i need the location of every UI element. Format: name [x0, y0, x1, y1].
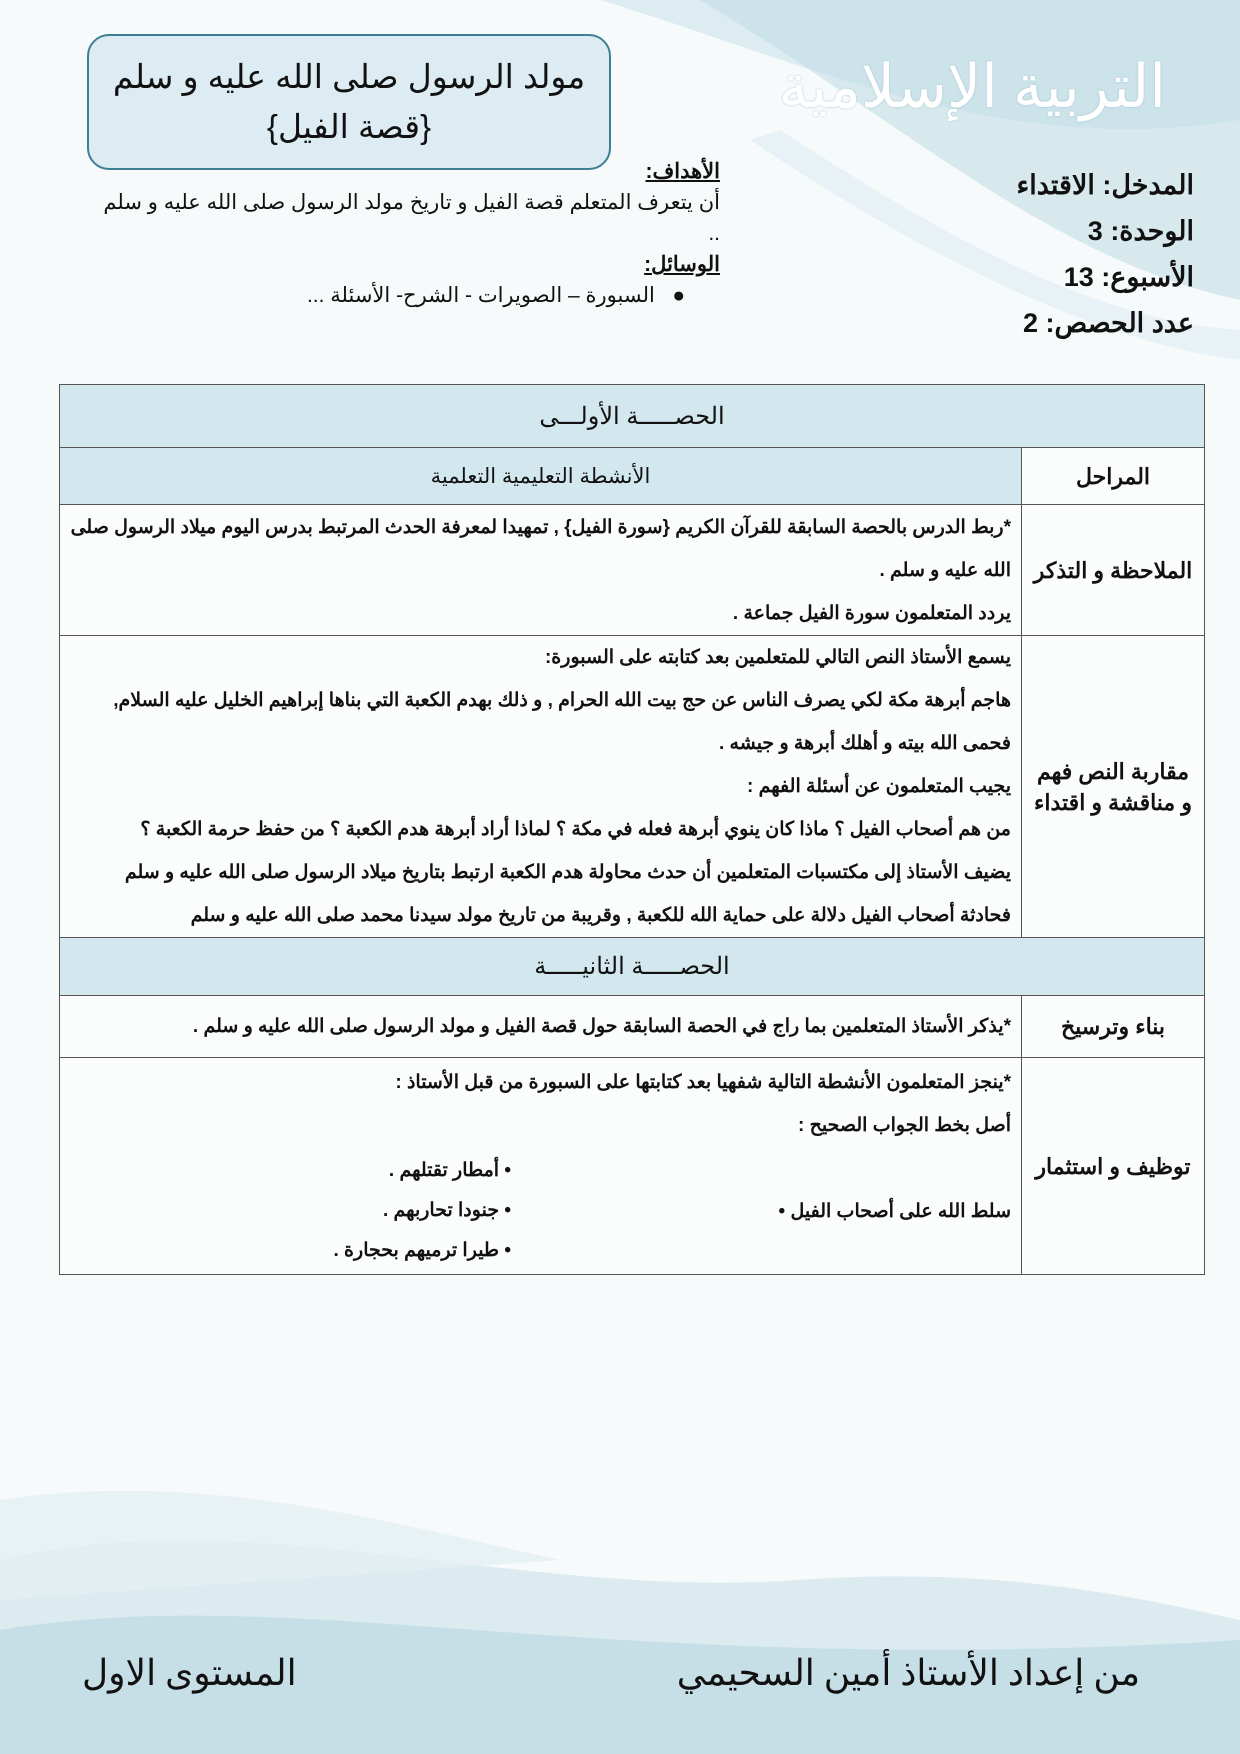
phase-observation: الملاحظة و التذكر	[1022, 505, 1205, 636]
footer-author: من إعداد الأستاذ أمين السحيمي	[676, 1653, 1140, 1693]
activity-text-approach	[60, 636, 1022, 938]
activity-application	[60, 1058, 1022, 1275]
activity-instruction: أصل بخط الجواب الصحيح :	[798, 1115, 1011, 1136]
activity-line: من هم أصحاب الفيل ؟ ماذا كان ينوي أبرهة فعله في مكة ؟ لماذا أراد أبرهة هدم الكعبة ؟ من حفظ حرمة الكعبة ؟	[140, 819, 1011, 840]
meta-sessions: عدد الحصص: 2	[1023, 308, 1194, 338]
phase-consolidation: بناء وترسيخ	[1022, 996, 1205, 1058]
matching-prompt: سلط الله على أصحاب الفيل •	[778, 1200, 1011, 1222]
phase-text-approach: مقاربة النص فهم و مناقشة و اقتداء	[1022, 636, 1205, 938]
activity-intro: *ينجز المتعلمون الأنشطة التالية شفهيا بعد كتابتها على السبورة من قبل الأستاذ :	[395, 1072, 1011, 1093]
lesson-meta	[894, 162, 1194, 346]
means-heading: الوسائل:	[644, 253, 720, 276]
objectives-text: أن يتعرف المتعلم قصة الفيل و تاريخ مولد الرسول صلى الله عليه و سلم ..	[103, 191, 720, 245]
session-1-header: الحصـــــة الأولـــى	[60, 385, 1205, 448]
meta-domain: المدخل: الاقتداء	[1016, 170, 1194, 200]
means-list-item: ● السبورة – الصويرات - الشرح- الأسئلة ...	[306, 284, 685, 307]
lesson-title-box	[87, 34, 611, 170]
subject-title: التربية الإسلامية	[778, 54, 1166, 120]
means-text: السبورة – الصويرات - الشرح- الأسئلة ...	[306, 284, 655, 307]
objectives-heading: الأهداف:	[645, 160, 720, 183]
activity-line: *ربط الدرس بالحصة السابقة للقرآن الكريم {سورة الفيل} , تمهيدا لمعرفة الحدث المرتبط بدرس اليوم ميلاد الرسول صلى الله عليه و سلم .	[70, 516, 1011, 581]
activity-line: يردد المتعلمون سورة الفيل جماعة .	[732, 602, 1011, 624]
activities-column-header: الأنشطة التعليمية التعلمية	[60, 448, 1022, 505]
lesson-subtitle: {قصة الفيل}	[266, 108, 432, 145]
meta-week: الأسبوع: 13	[1063, 262, 1194, 292]
footer-level: المستوى الاول	[82, 1653, 297, 1693]
session-2-header: الحصـــــة الثانيـــــة	[60, 938, 1205, 996]
activity-line: يضيف الأستاذ إلى مكتسبات المتعلمين أن حدث محاولة هدم الكعبة ارتبط بتاريخ ميلاد الرسول صلى الله عليه و سلم فحادثة أصحاب الفيل دلالة على حماية الله للكعبة , وقريبة من تاريخ مولد سيدنا محمد صلى الله عليه و سلم	[124, 862, 1011, 926]
matching-options	[70, 1151, 681, 1271]
activity-consolidation: *يذكر الأستاذ المتعلمين بما راج في الحصة السابقة حول قصة الفيل و مولد الرسول صلى الله عليه و سلم .	[60, 996, 1022, 1058]
activity-line: هاجم أبرهة مكة لكي يصرف الناس عن حج بيت الله الحرام , و ذلك بهدم الكعبة التي بناها إبراهيم الخليل عليه السلام, فحمى الله بيته و أهلك أبرهة و جيشه .	[113, 690, 1011, 754]
matching-option: • طيرا ترميهم بحجارة .	[333, 1240, 511, 1261]
lesson-title: مولد الرسول صلى الله عليه و سلم	[112, 58, 586, 95]
activity-line: يسمع الأستاذ النص التالي للمتعلمين بعد كتابته على السبورة:	[544, 647, 1011, 668]
meta-unit: الوحدة: 3	[1087, 216, 1194, 246]
phases-column-header: المراحل	[1022, 448, 1205, 505]
activity-line: يجيب المتعلمون عن أسئلة الفهم :	[747, 776, 1011, 797]
phase-application: توظيف و استثمار	[1022, 1058, 1205, 1275]
matching-option: • أمطار تقتلهم .	[388, 1160, 511, 1181]
matching-exercise	[70, 1151, 1011, 1271]
activity-observation	[60, 505, 1022, 636]
matching-option: • جنودا تحاربهم .	[382, 1200, 511, 1221]
lesson-table	[59, 384, 1205, 1275]
objectives-block	[96, 156, 720, 311]
